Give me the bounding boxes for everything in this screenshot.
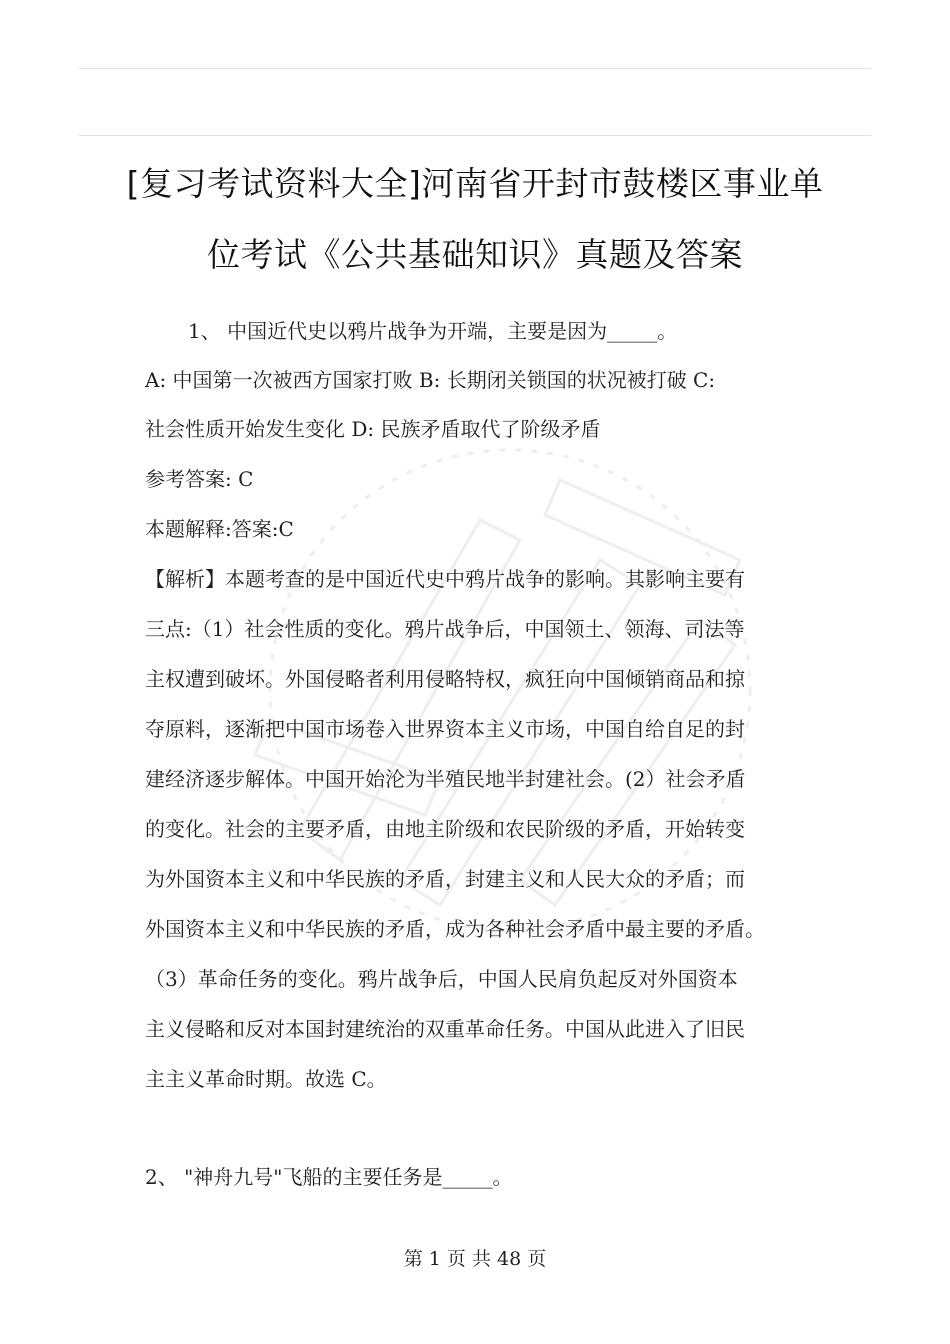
analysis-line: 主主义革命时期。故选 C。 bbox=[145, 1067, 387, 1091]
page-number-footer: 第 1 页 共 48 页 bbox=[403, 1248, 547, 1270]
analysis-line: （3）革命任务的变化。鸦片战争后，中国人民肩负起反对外国资本 bbox=[145, 967, 738, 991]
question-2-stem: 2、 "神舟九号"飞船的主要任务是_____。 bbox=[145, 1165, 513, 1189]
analysis-line: 外国资本主义和中华民族的矛盾，成为各种社会矛盾中最主要的矛盾。 bbox=[145, 917, 765, 941]
page-header-box bbox=[79, 68, 871, 136]
question-1-explanation-label: 本题解释:答案:C bbox=[145, 517, 294, 541]
question-1-answer: 参考答案: C bbox=[145, 467, 254, 491]
analysis-line: 主权遭到破坏。外国侵略者利用侵略特权，疯狂向中国倾销商品和掠 bbox=[145, 667, 745, 691]
analysis-line: 为外国资本主义和中华民族的矛盾，封建主义和人民大众的矛盾；而 bbox=[145, 867, 745, 891]
analysis-line: 主义侵略和反对本国封建统治的双重革命任务。中国从此进入了旧民 bbox=[145, 1017, 745, 1041]
question-1-stem: 1、 中国近代史以鸦片战争为开端，主要是因为_____。 bbox=[188, 319, 678, 343]
question-1-options-line-2: 社会性质开始发生变化 D: 民族矛盾取代了阶级矛盾 bbox=[145, 417, 601, 441]
analysis-line: 三点:（1）社会性质的变化。鸦片战争后，中国领土、领海、司法等 bbox=[145, 617, 745, 641]
analysis-line: 建经济逐步解体。中国开始沦为半殖民地半封建社会。(2）社会矛盾 bbox=[145, 767, 746, 791]
document-title-line-1: [复习考试资料大全]河南省开封市鼓楼区事业单 bbox=[126, 164, 824, 203]
document-title-line-2: 位考试《公共基础知识》真题及答案 bbox=[207, 235, 743, 274]
question-1-options-line-1: A: 中国第一次被西方国家打败 B: 长期闭关锁国的状况被打破 C: bbox=[145, 368, 716, 392]
analysis-line: 的变化。社会的主要矛盾，由地主阶级和农民阶级的矛盾，开始转变 bbox=[145, 817, 745, 841]
analysis-line: 【解析】本题考查的是中国近代史中鸦片战争的影响。其影响主要有 bbox=[145, 567, 745, 591]
analysis-line: 夺原料，逐渐把中国市场卷入世界资本主义市场，中国自给自足的封 bbox=[145, 717, 745, 741]
